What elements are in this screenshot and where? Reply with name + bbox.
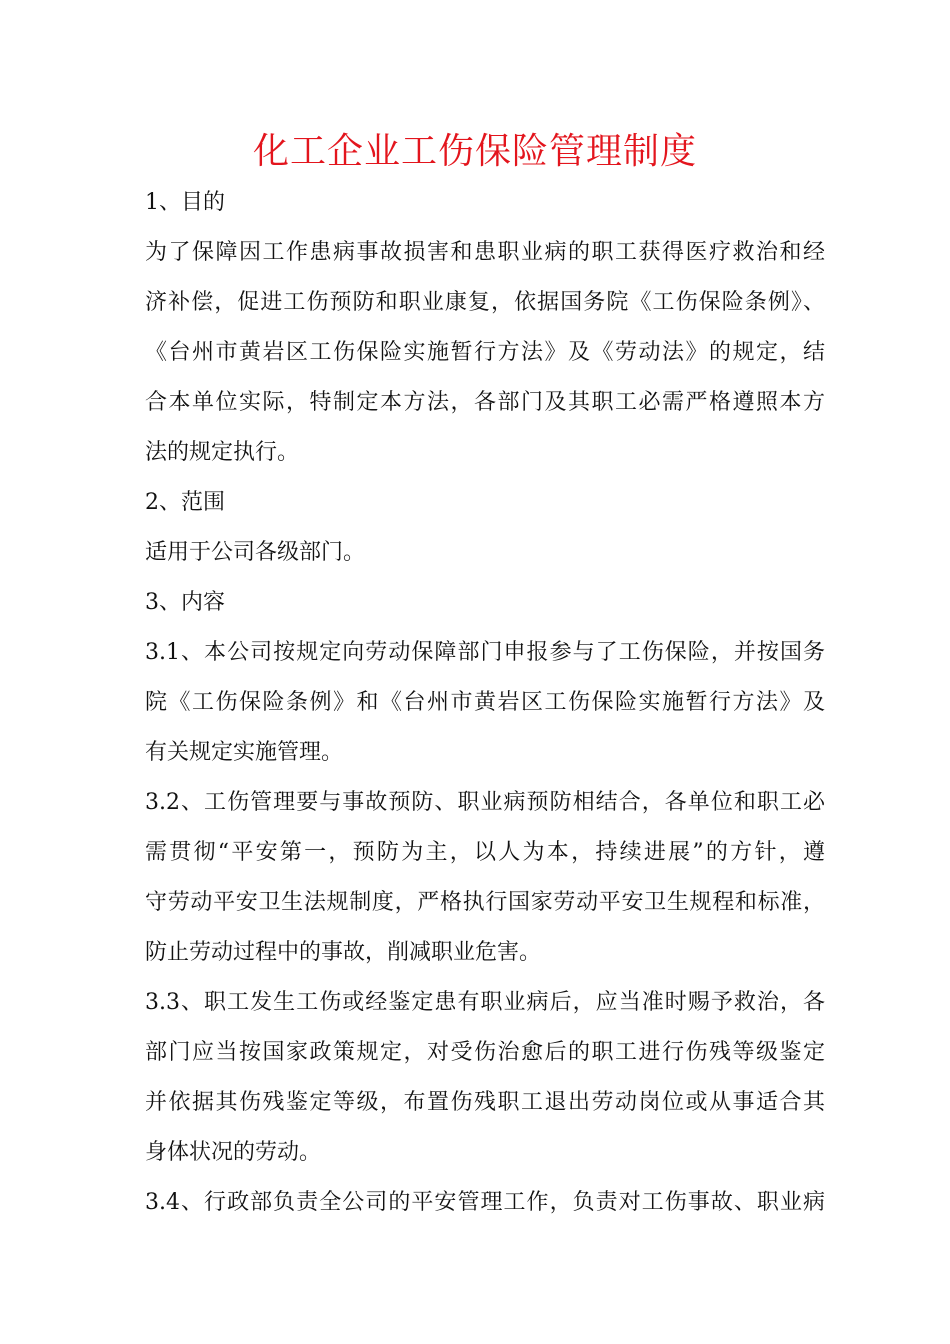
body-line: 3.3、职工发生工伤或经鉴定患有职业病后，应当准时赐予救治，各 — [145, 990, 825, 1015]
body-line: 3.2、工伤管理要与事故预防、职业病预防相结合，各单位和职工必 — [145, 790, 825, 815]
body-line: 身体状况的劳动。 — [145, 1140, 322, 1165]
body-line: 为了保障因工作患病事故损害和患职业病的职工获得医疗救治和经 — [145, 240, 825, 265]
body-line: 2、范围 — [145, 490, 225, 515]
body-line: 需贯彻“平安第一，预防为主，以人为本，持续进展”的方针，遵 — [145, 840, 825, 865]
body-line: 3.1、本公司按规定向劳动保障部门申报参与了工伤保险，并按国务 — [145, 640, 825, 665]
body-line: 法的规定执行。 — [145, 440, 300, 465]
body-line: 3.4、行政部负责全公司的平安管理工作，负责对工伤事故、职业病 — [145, 1190, 825, 1215]
body-line: 3、内容 — [145, 590, 225, 615]
body-line: 济补偿，促进工伤预防和职业康复，依据国务院《工伤保险条例》、 — [145, 290, 825, 315]
body-line: 1、目的 — [145, 190, 225, 215]
body-line: 部门应当按国家政策规定，对受伤治愈后的职工进行伤残等级鉴定 — [145, 1040, 825, 1065]
body-line: 《台州市黄岩区工伤保险实施暂行方法》及《劳动法》的规定，结 — [145, 340, 825, 365]
body-line: 并依据其伤残鉴定等级，布置伤残职工退出劳动岗位或从事适合其 — [145, 1090, 825, 1115]
body-line: 适用于公司各级部门。 — [145, 540, 366, 565]
document-title: 化工企业工伤保险管理制度 — [252, 131, 697, 172]
body-line: 有关规定实施管理。 — [145, 740, 344, 765]
body-line: 守劳动平安卫生法规制度，严格执行国家劳动平安卫生规程和标准， — [145, 890, 825, 915]
body-line: 防止劳动过程中的事故，削减职业危害。 — [145, 940, 542, 965]
body-line: 院《工伤保险条例》和《台州市黄岩区工伤保险实施暂行方法》及 — [145, 690, 825, 715]
body-line: 合本单位实际，特制定本方法，各部门及其职工必需严格遵照本方 — [145, 390, 825, 415]
